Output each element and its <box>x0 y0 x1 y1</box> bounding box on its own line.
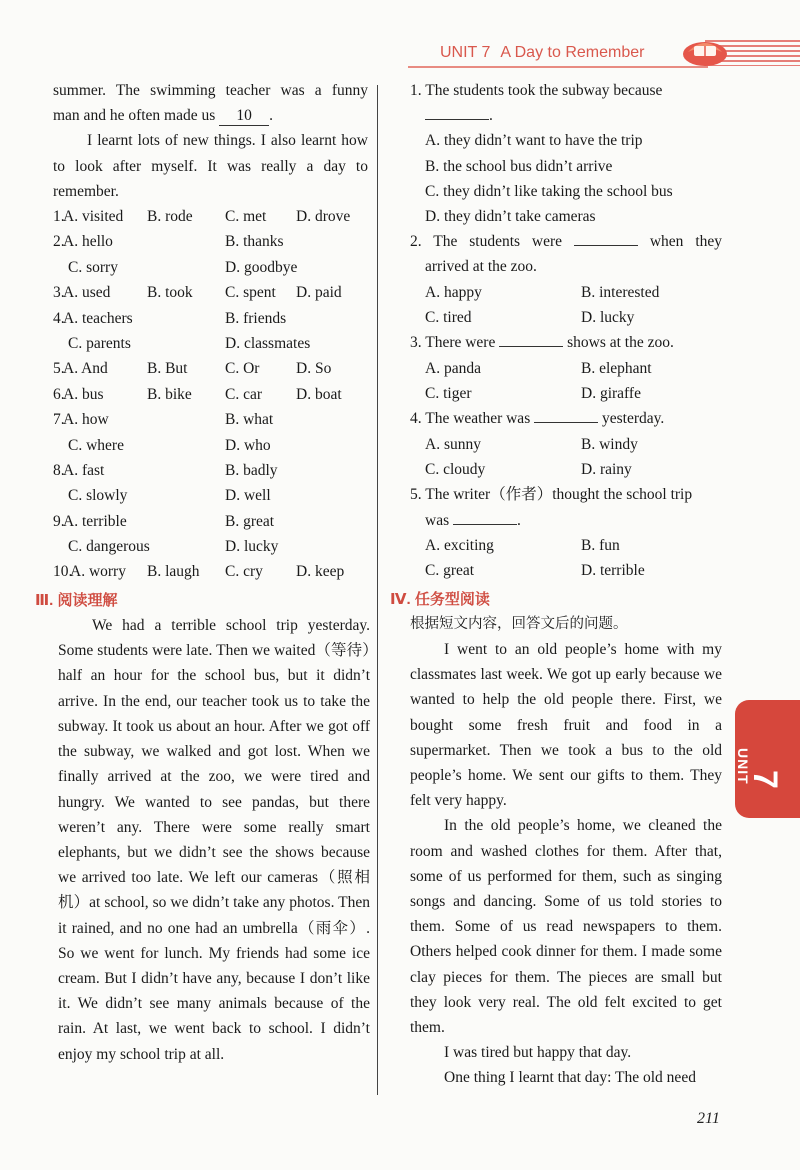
task-paragraph-3: I was tired but happy that day. <box>444 1044 632 1062</box>
cloze-item-10: 10. A. worry B. laugh C. cry D. keep <box>53 563 345 581</box>
question-2-stem: 2. The students were when they <box>410 229 722 254</box>
q5-options-ab: A. exciting B. fun <box>425 536 620 554</box>
cloze-item-3: 3. A. used B. took C. spent D. paid <box>53 284 342 302</box>
cloze-item-2b: C. sorry D. goodbye <box>68 258 298 276</box>
question-1-stem: 1. The students took the subway because <box>410 82 663 99</box>
answer-blank-q2[interactable] <box>574 229 638 246</box>
left-column <box>35 78 370 1067</box>
question-1-blank-line: . <box>410 103 722 128</box>
q5-options-cd: C. great D. terrible <box>425 562 645 580</box>
unit-side-tab <box>735 700 800 818</box>
cloze-item-4b: C. parents D. classmates <box>68 334 311 352</box>
task-instruction: 根据短文内容，回答文后的问题。 <box>410 615 628 632</box>
intro-line-2: man and he often made us 10 . <box>53 107 274 125</box>
unit-title: UNIT 7 A Day to Remember <box>440 44 645 61</box>
cloze-item-9b: C. dangerous D. lucky <box>68 538 279 556</box>
q3-options-cd: C. tiger D. giraffe <box>425 385 641 402</box>
unit-tab-label: UNIT <box>735 748 751 785</box>
q1-option-a: A. they didn’t want to have the trip <box>425 132 643 150</box>
answer-blank-10[interactable]: 10 <box>219 107 269 126</box>
answer-blank-q4[interactable] <box>534 406 598 423</box>
question-5-line2: was . <box>410 508 722 533</box>
intro-line-1: summer. The swimming teacher was a funny <box>53 82 368 99</box>
column-divider <box>377 85 378 1095</box>
unit-tab-number: 7 <box>745 770 784 789</box>
cloze-item-6: 6. A. bus B. bike C. car D. boat <box>53 385 342 403</box>
question-3-stem: 3. There were shows at the zoo. <box>410 330 722 355</box>
cloze-item-7b: C. where D. who <box>68 436 271 454</box>
q1-option-d: D. they didn’t take cameras <box>425 208 596 226</box>
q2-options-ab: A. happy B. interested <box>425 283 660 301</box>
task-paragraph-1: I went to an old people’s home with my classmates last week. We got up early because we wanted to help the old people there. First, we bought some fresh fruit and food in a supermarket. Then we took a bus to the old people’s home. We sent our gifts to them. They felt very happy. <box>410 640 722 810</box>
cloze-item-8a: 8. A. fast B. badly <box>53 461 278 479</box>
reading-passage: We had a terrible school trip yesterday. Some students were late. Then we waited（等待）half an hour for the school bus, but it didn’t arrive. In the end, our teacher took us to take the subway. It took us about an hour. After we got off the subway, we walked and got lost. When we finally arrived at the zoo, we were tired and hungry. We wanted to see pandas, but there weren’t any. There were some really smart elephants, but we didn’t see the shows because we arrived too late. We left our cameras（照相机）at school, so we didn’t take any photos. Then it rained, and no one had an umbrella（雨伞）. So we went for lunch. My friends had some ice cream. But I didn’t have any, because I don’t like it. We didn’t see many animals because of the rain. At last, we went back to school. I didn’t enjoy my school trip at all. <box>58 617 370 1063</box>
page-number: 211 <box>697 1110 720 1127</box>
cloze-item-5: 5. A. And B. But C. Or D. So <box>53 360 332 378</box>
cloze-item-9a: 9. A. terrible B. great <box>53 512 275 530</box>
section-4-heading: Ⅳ. 任务型阅读 <box>390 590 490 608</box>
answer-blank-q5[interactable] <box>453 508 517 525</box>
cloze-options <box>53 204 368 585</box>
task-paragraph-2: In the old people’s home, we cleaned the room and washed clothes for them. After that, some of us performed for them, such as singing songs and dancing. Some of us told stories to them. Some of us read newspapers to them. Others helped cook dinner for them. I made some clay pieces for them. The pieces are small but they look very real. The old felt excited to get them. <box>410 817 722 1037</box>
book-logo-icon <box>680 30 730 70</box>
answer-blank-q1[interactable] <box>425 103 489 120</box>
q3-options-ab: A. panda B. elephant <box>425 359 652 377</box>
q4-options-ab: A. sunny B. windy <box>425 435 638 453</box>
page-header <box>0 0 800 75</box>
task-paragraph-4: One thing I learnt that day: The old need <box>444 1069 696 1087</box>
q2-options-cd: C. tired D. lucky <box>425 309 635 327</box>
question-5-stem: 5. The writer（作者）thought the school trip <box>410 486 693 504</box>
header-rule <box>408 66 708 68</box>
section-3-heading: Ⅲ. 阅读理解 <box>35 591 118 609</box>
cloze-item-2a: 2. A. hello B. thanks <box>53 233 284 251</box>
cloze-item-7a: 7. A. how B. what <box>53 411 274 429</box>
cloze-item-4a: 4. A. teachers B. friends <box>53 309 287 327</box>
cloze-item-8b: C. slowly D. well <box>68 487 271 505</box>
right-column <box>390 78 723 1091</box>
answer-blank-q3[interactable] <box>499 330 563 347</box>
intro-paragraph: I learnt lots of new things. I also learnt how to look after myself. It was really a day to remember. <box>53 132 368 200</box>
q1-option-c: C. they didn’t like taking the school bus <box>425 182 673 200</box>
cloze-item-1: 1. A. visited B. rode C. met D. drove <box>53 208 351 226</box>
question-4-stem: 4. The weather was yesterday. <box>410 406 722 431</box>
q4-options-cd: C. cloudy D. rainy <box>425 460 632 478</box>
question-2-line2: arrived at the zoo. <box>425 258 537 276</box>
q1-option-b: B. the school bus didn’t arrive <box>425 157 613 175</box>
